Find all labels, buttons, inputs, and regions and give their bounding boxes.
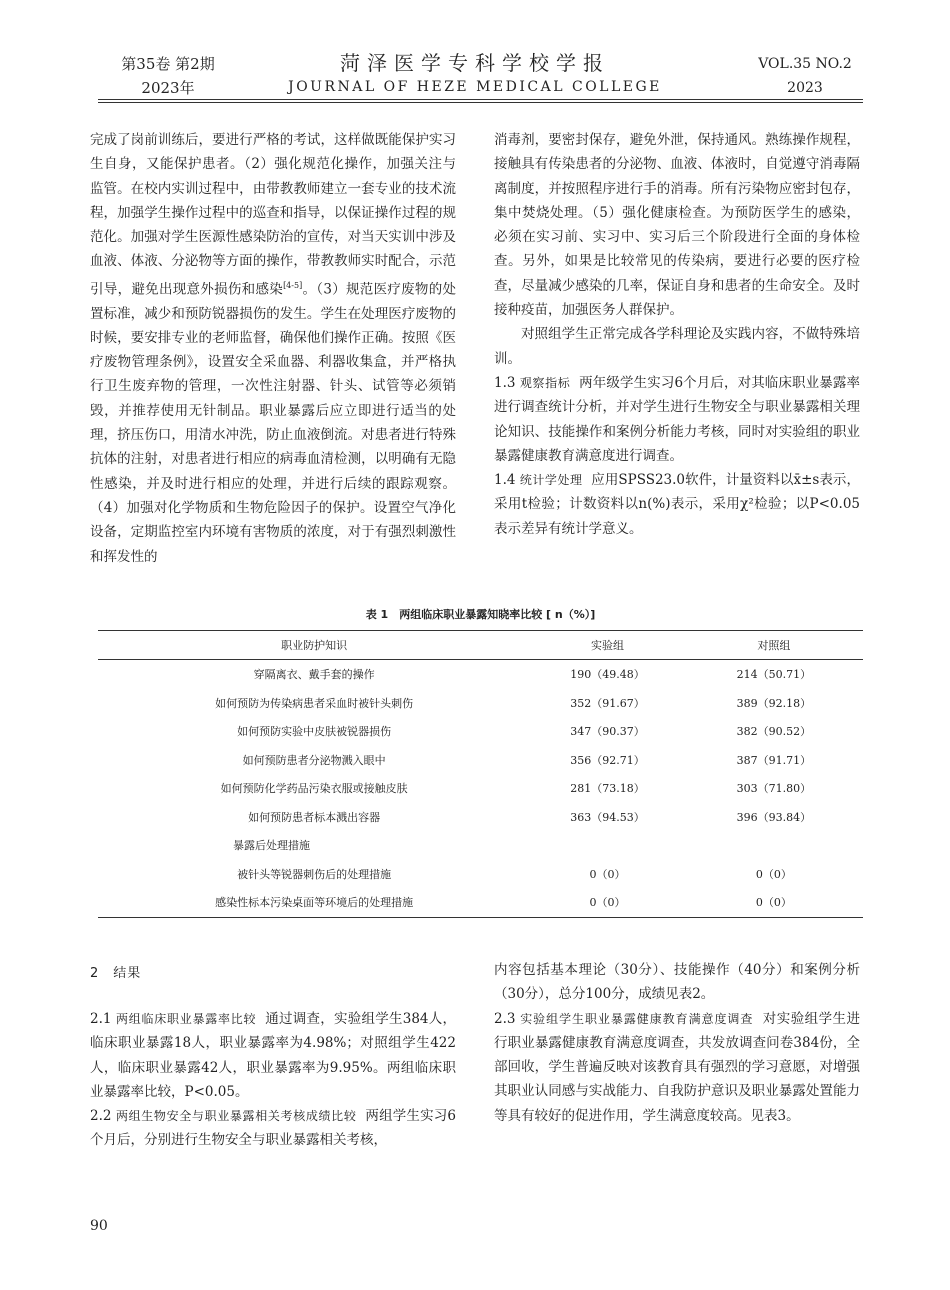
table-cell-ctl: 389（92.18） [736, 696, 812, 710]
header-journal-title [240, 50, 710, 98]
table-cell-exp: 0（0） [530, 888, 685, 917]
table-cell-ctl: 387（91.71） [736, 753, 812, 767]
results-left-column [90, 1007, 456, 1153]
table-cell-name: 如何预防患者标本溅出容器 [248, 810, 381, 824]
header-rule-top [98, 99, 863, 100]
table-row [98, 660, 863, 689]
table-cell-exp: 190（49.48） [570, 668, 645, 682]
table-cell-ctl: 214（50.71） [736, 668, 812, 682]
section-1-3-heading: 观察指标 [519, 375, 571, 390]
table-header-experimental: 实验组 [530, 631, 685, 660]
section-1-4-heading: 统计学处理 [519, 473, 583, 488]
results-heading: 2 结果 [90, 966, 142, 981]
page-number: 90 [90, 1218, 108, 1234]
table-cell-ctl: 0（0） [755, 867, 792, 881]
right-paragraph-2: 对照组学生正常完成各学科理论及实践内容，不做特殊培训。 [494, 326, 860, 367]
table-header-control: 对照组 [685, 631, 863, 660]
section-2-3-text: 对实验组学生进行职业暴露健康教育满意度调查，共发放调查问卷384份，全部回收，学生普遍反映对该教育具有强烈的学习意愿，对增强其职业认同感与实战能力、自我防护意识及职业暴露处置能力等具有较好的促进作用，学生满意度较高。见表3。 [494, 1010, 860, 1124]
table-cell-name: 感染性标本污染桌面等环境后的处理措施 [98, 888, 530, 917]
table-cell-exp: 281（73.18） [570, 782, 645, 796]
table-1-grid [98, 630, 863, 918]
table-1 [98, 630, 863, 918]
table-cell-name: 如何预防化学药品污染衣服或接触皮肤 [220, 782, 408, 796]
section-1-4 [494, 468, 860, 541]
table-cell-ctl: 303（71.80） [736, 782, 812, 796]
table-cell-name: 被针头等锐器刺伤后的处理措施 [237, 867, 392, 881]
table-cell-name: 如何预防实验中皮肤被锐器损伤 [237, 725, 392, 739]
section-2-1-text: 通过调查，实验组学生384人，临床职业暴露18人，职业暴露率为4.98%；对照组学生422人，临床职业暴露42人，职业暴露率为9.95%。两组临床职业暴露率比较，P<0.05。 [90, 1011, 456, 1100]
section-2-1 [90, 1007, 456, 1104]
section-2-3 [494, 1007, 860, 1128]
section-2-2-heading: 两组生物安全与职业暴露相关考核成绩比较 [115, 1109, 357, 1124]
right-column [494, 128, 860, 541]
table-cell-ctl [685, 831, 863, 860]
section-2-3-number: 2.3 [494, 1010, 516, 1027]
table-cell-name: 穿隔离衣、戴手套的操作 [253, 668, 375, 682]
table-row [98, 803, 863, 832]
table-cell-name: 如何预防患者分泌物溅入眼中 [242, 753, 386, 767]
left-p1-text: 完成了岗前训练后，要进行严格的考试，这样做既能保护实习生自身，又能保护患者。（2）强化规范化操作，加强关注与监管。在校内实训过程中，由带教教师建立一套专业的技术流程，加强学生操作过程中的巡查和指导，以保证操作过程的规范化。加强对学生医源性感染防治的宣传，对当天实训中涉及血液、体液、分泌物等方面的操作，带教教师实时配合，示范引导，避免出现意外损伤和感染 [90, 132, 456, 298]
left-column [90, 128, 456, 569]
table-cell-ctl: 382（90.52） [736, 725, 812, 739]
header-year-en: 2023 [787, 80, 823, 96]
table-row [98, 888, 863, 917]
table-row [98, 689, 863, 718]
section-2-2-text: 两组学生实习6个月后，分别进行生物安全与职业暴露相关考核， [90, 1108, 456, 1149]
journal-title-en: JOURNAL OF HEZE MEDICAL COLLEGE [288, 79, 662, 95]
section-2-2-number: 2.2 [90, 1108, 112, 1125]
results-right-column [494, 958, 860, 1128]
table-1-title: 表 1 两组临床职业暴露知晓率比较 [ n（%）] [365, 608, 596, 621]
table-cell-exp: 0（0） [589, 867, 626, 881]
table-cell-ctl: 0（0） [685, 888, 863, 917]
header-volume-block [108, 52, 228, 100]
header-rule-bottom [98, 102, 863, 103]
header-volume-en-block [740, 52, 870, 100]
table-row [98, 774, 863, 803]
table-cell-exp: 363（94.53） [570, 810, 645, 824]
table-row [98, 746, 863, 775]
section-2-2 [90, 1104, 456, 1153]
left-paragraph-1 [90, 128, 456, 569]
table-cell-ctl: 396（93.84） [736, 810, 812, 824]
table-cell-exp: 356（92.71） [570, 753, 645, 767]
table-cell-name: 暴露后处理措施 [233, 839, 310, 853]
table-row [98, 831, 863, 860]
section-1-3-number: 1.3 [494, 374, 516, 391]
section-2-1-number: 2.1 [90, 1011, 112, 1027]
table-cell-exp: 347（90.37） [570, 725, 645, 739]
table-cell-exp: 352（91.67） [570, 696, 645, 710]
table-cell-name: 如何预防为传染病患者采血时被针头刺伤 [215, 696, 414, 710]
results-right-paragraph-1: 内容包括基本理论（30分）、技能操作（40分）和案例分析（30分），总分100分，成绩见表2。 [494, 962, 860, 1003]
table-cell-exp [530, 831, 685, 860]
table-header-knowledge: 职业防护知识 [98, 631, 530, 660]
journal-title-cn: 菏泽医学专科学校学报 [340, 51, 610, 75]
left-p1-end: 。 [302, 281, 317, 298]
section-2-1-heading: 两组临床职业暴露率比较 [116, 1012, 257, 1026]
table-row [98, 860, 863, 889]
right-paragraph-1: 消毒剂，要密封保存，避免外泄，保持通风。熟练操作规程，接触具有传染患者的分泌物、血液、体液时，自觉遵守消毒隔离制度，并按照程序进行手的消毒。所有污染物应密封包存，集中焚烧处理。（5）强化健康检查。为预防医学生的感染，必须在实习前、实习中、实习后三个阶段进行全面的身体检查。另外，如果是比较常见的传染病，要进行必要的医疗检查，尽量减少感染的几率，保证自身和患者的生命安全。及时接种疫苗，加强医务人群保护。 [494, 132, 860, 319]
header-year: 2023年 [141, 79, 195, 97]
section-1-3 [494, 371, 860, 468]
table-header-row [98, 631, 863, 660]
citation-ref: [4-5] [283, 280, 303, 290]
left-p2-text: （3）规范医疗废物的处置标准，减少和预防锐器损伤的发生。学生在处理医疗废物的时候，要安排专业的老师监督，确保他们操作正确。按照《医疗废物管理条例》，设置安全采血器、利器收集盒，并严格执行卫生废弃物的管理，一次性注射器、针头、试管等必须销毁，并推荐使用无针制品。职业暴露后应立即进行适当的处理，挤压伤口，用清水冲洗，防止血液倒流。对患者进行特殊抗体的注射，对患者进行相应的病毒血清检测，以明确有无隐性感染，并及时进行相应的处理，并进行后续的跟踪观察。（4）加强对化学物质和生物危险因子的保护。设置空气净化设备，定期监控室内环境有害物质的浓度，对于有强烈刺激性和挥发性的 [90, 281, 457, 565]
table-row [98, 717, 863, 746]
section-1-3-text: 两年级学生实习6个月后，对其临床职业暴露率进行调查统计分析，并对学生进行生物安全与职业暴露相关理论知识、技能操作和案例分析能力考核，同时对实验组的职业暴露健康教育满意度进行调查。 [494, 374, 860, 464]
header-volume: 第35卷 第2期 [121, 55, 215, 73]
section-2-3-heading: 实验组学生职业暴露健康教育满意度调查 [520, 1011, 754, 1026]
section-1-4-number: 1.4 [494, 472, 516, 489]
header-volume-en: VOL.35 NO.2 [758, 56, 852, 72]
section-1-4-text: 应用SPSS23.0软件，计量资料以x̄±s表示，采用t检验；计数资料以n(%)表示，采用χ²检验；以P<0.05表示差异有统计学意义。 [494, 472, 860, 537]
